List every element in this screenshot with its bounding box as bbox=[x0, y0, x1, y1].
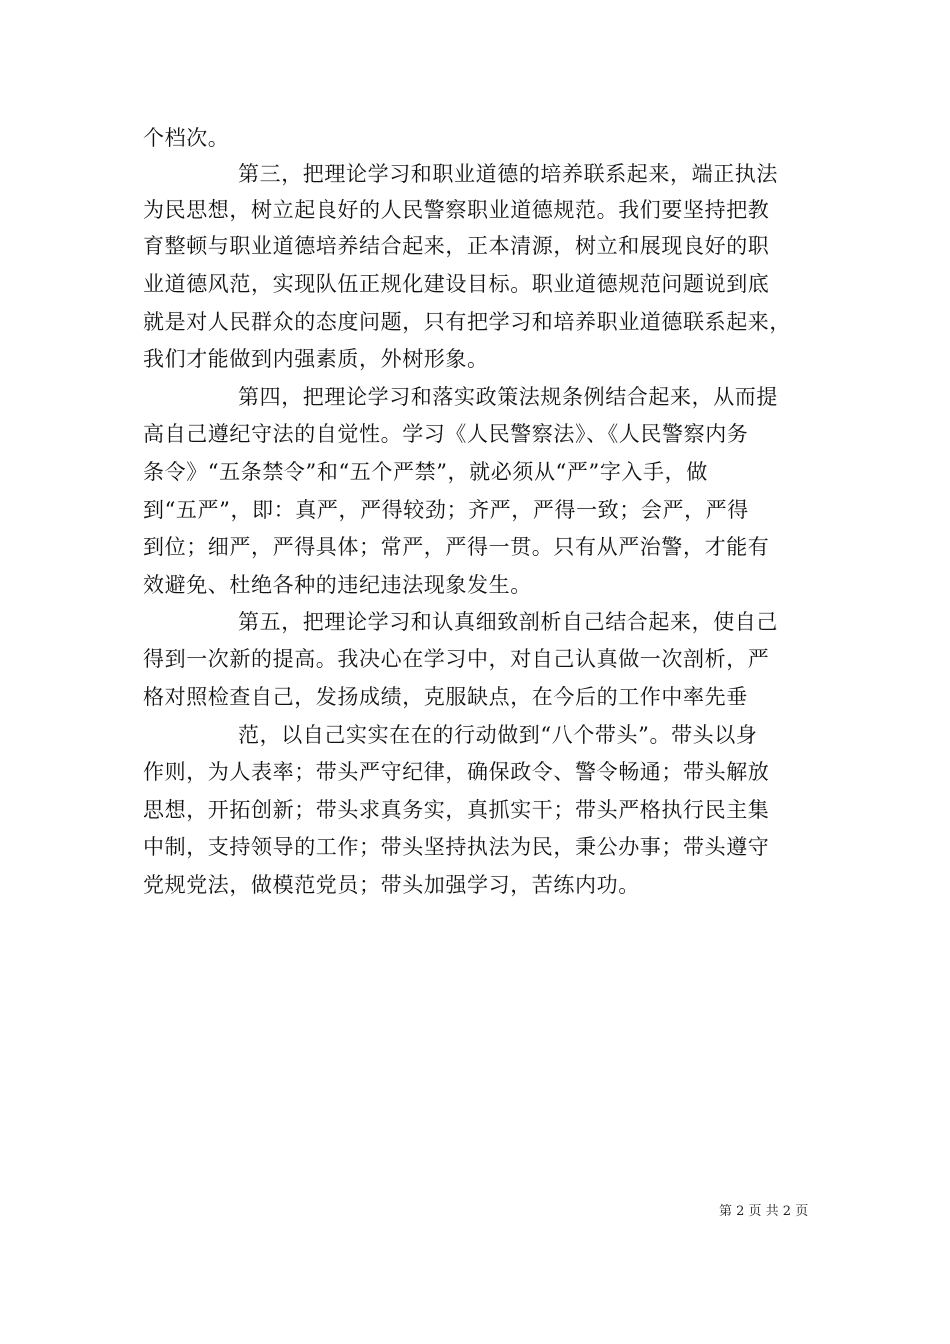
text-line: 育整顿与职业道德培养结合起来，正本清源，树立和展现良好的职 bbox=[143, 234, 770, 258]
text-line: 党规党法，做模范党员；带头加强学习，苦练内功。 bbox=[143, 873, 640, 897]
text-line: 到“五严”，即：真严，严得较劲；齐严，严得一致；会严，严得 bbox=[143, 498, 749, 522]
text-line: 就是对人民群众的态度问题，只有把学习和培养职业道德联系起来， bbox=[143, 310, 791, 334]
text-line: 条令》“五条禁令”和“五个严禁”，就必须从“严”字入手，做 bbox=[143, 460, 708, 484]
text-line: 个档次。 bbox=[143, 126, 230, 150]
paragraph-3-start: 第三，把理论学习和职业道德的培养联系起来，端正执法 bbox=[238, 162, 778, 186]
text-line: 到位；细严，严得具体；常严，严得一贯。只有从严治警，才能有 bbox=[143, 535, 770, 559]
text-line: 得到一次新的提高。我决心在学习中，对自己认真做一次剖析，严 bbox=[143, 647, 770, 671]
text-line: 我们才能做到内强素质，外树形象。 bbox=[143, 347, 489, 371]
paragraph-6-start: 范，以自己实实在在的行动做到“八个带头”。带头以身 bbox=[238, 723, 758, 747]
text-line: 效避免、杜绝各种的违纪违法现象发生。 bbox=[143, 573, 532, 597]
text-line: 格对照检查自己，发扬成绩，克服缺点，在今后的工作中率先垂 bbox=[143, 685, 748, 709]
text-line: 中制，支持领导的工作；带头坚持执法为民，秉公办事；带头遵守 bbox=[143, 835, 770, 859]
paragraph-4-start: 第四，把理论学习和落实政策法规条例结合起来，从而提 bbox=[238, 385, 778, 409]
text-line: 作则，为人表率；带头严守纪律，确保政令、警令畅通；带头解放 bbox=[143, 760, 770, 784]
text-line: 为民思想，树立起良好的人民警察职业道德规范。我们要坚持把教 bbox=[143, 198, 770, 222]
text-line: 思想，开拓创新；带头求真务实，真抓实干；带头严格执行民主集 bbox=[143, 798, 770, 822]
paragraph-5-start: 第五，把理论学习和认真细致剖析自己结合起来，使自己 bbox=[238, 610, 778, 634]
page-number-footer: 第 2 页 共 2 页 bbox=[719, 1204, 809, 1219]
text-line: 业道德风范，实现队伍正规化建设目标。职业道德规范问题说到底 bbox=[143, 272, 770, 296]
text-line: 高自己遵纪守法的自觉性。学习《人民警察法》、《人民警察内务 bbox=[143, 422, 749, 446]
